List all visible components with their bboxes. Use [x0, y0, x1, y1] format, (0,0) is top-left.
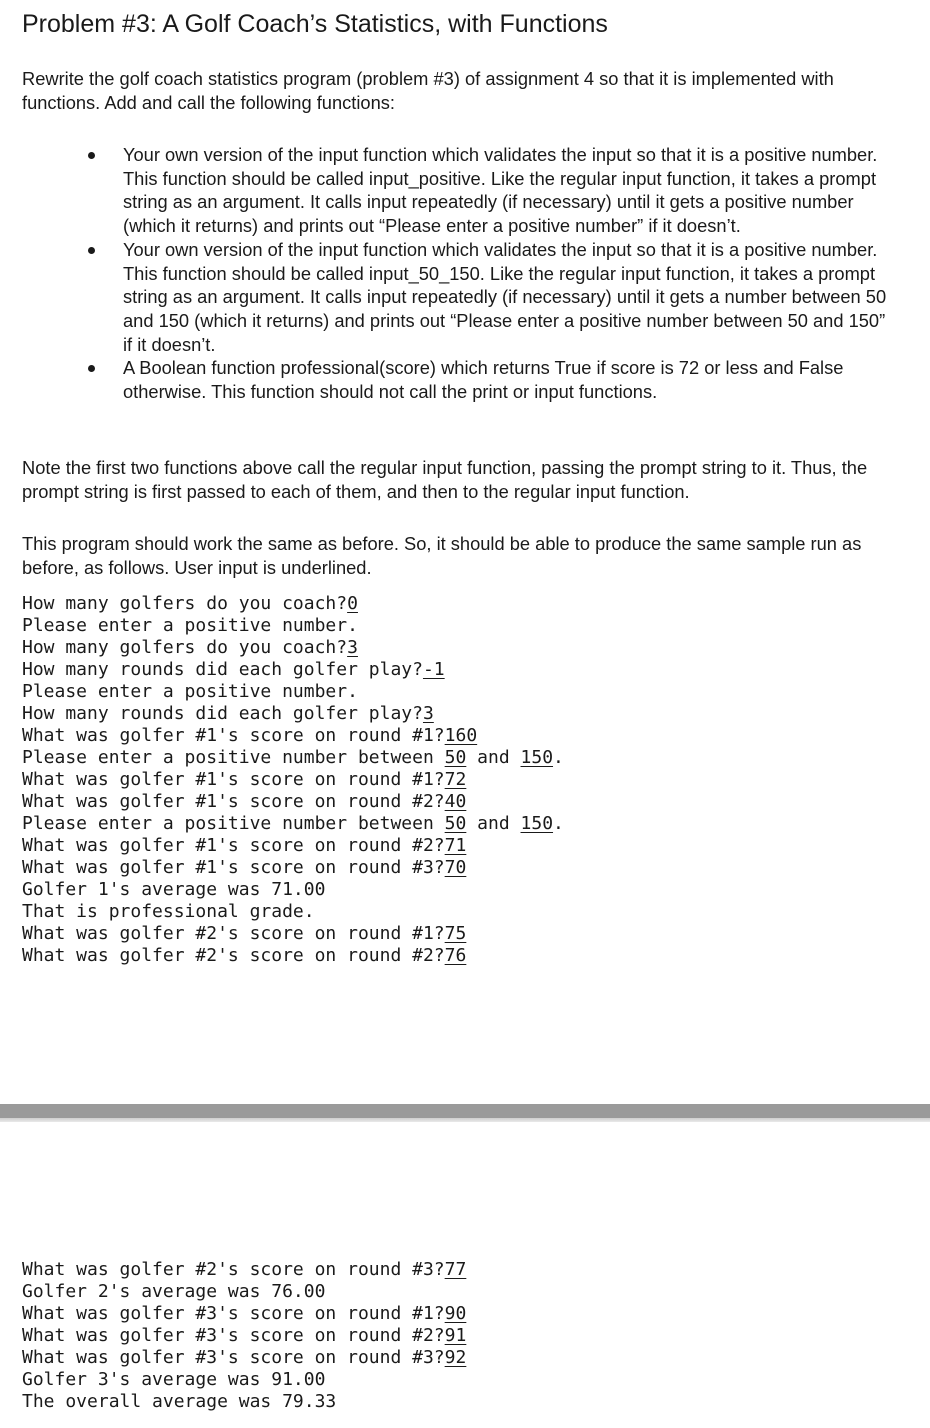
console-text: Please enter a positive number. [22, 681, 358, 702]
list-item [0, 238, 899, 357]
user-input: 40 [444, 791, 467, 812]
list-item [0, 143, 899, 238]
user-input: 91 [444, 1325, 467, 1346]
bullet-icon [88, 365, 95, 372]
user-input: 150 [520, 747, 554, 768]
page-divider [0, 1104, 930, 1122]
console-line [22, 1347, 466, 1369]
user-input: 50 [444, 813, 467, 834]
console-line [22, 659, 564, 681]
console-line [22, 637, 564, 659]
console-text: How many golfers do you coach? [22, 637, 348, 658]
user-input: 50 [444, 747, 467, 768]
console-text: What was golfer #3's score on round #3? [22, 1347, 445, 1368]
page-title: Problem #3: A Golf Coach’s Statistics, with Functions [22, 10, 608, 38]
console-text: How many rounds did each golfer play? [22, 703, 423, 724]
console-text: Golfer 1's average was 71.00 [22, 879, 326, 900]
console-text: What was golfer #1's score on round #2? [22, 835, 445, 856]
user-input: 150 [520, 813, 554, 834]
bullet-icon [88, 247, 95, 254]
console-line [22, 879, 564, 901]
function-requirements-list [0, 143, 930, 404]
user-input: 76 [444, 945, 467, 966]
user-input: 3 [422, 703, 434, 724]
console-text: What was golfer #2's score on round #2? [22, 945, 445, 966]
console-text: What was golfer #3's score on round #1? [22, 1303, 445, 1324]
console-line [22, 945, 564, 967]
console-text: Golfer 3's average was 91.00 [22, 1369, 326, 1390]
console-line [22, 1325, 466, 1347]
note-paragraph: Note the first two functions above call the regular input function, passing the prompt string to it. Thus, the prompt string is first passed to each of them, and then to the regular input function. [22, 457, 868, 502]
sample-run-output-continued [22, 1259, 466, 1413]
console-text: What was golfer #1's score on round #1? [22, 769, 445, 790]
console-line [22, 857, 564, 879]
sample-run-output [22, 593, 564, 967]
console-text: What was golfer #2's score on round #3? [22, 1259, 445, 1280]
list-item-text: Your own version of the input function which validates the input so that it is a positive number. This function should be called input_positive. Like the regular input function, it takes a prompt string as an argument. It calls input repeatedly (if necessary) until it gets a positive number (which it returns) and prints out “Please enter a positive number” if it doesn’t. [123, 144, 878, 237]
console-text: . [553, 747, 564, 768]
bullet-icon [88, 152, 95, 159]
console-line [22, 769, 564, 791]
console-line [22, 1281, 466, 1303]
console-line [22, 923, 564, 945]
console-text: What was golfer #3's score on round #2? [22, 1325, 445, 1346]
intro-paragraph: Rewrite the golf coach statistics program (problem #3) of assignment 4 so that it is implemented with functions. Add and call the following functions: [22, 68, 834, 113]
console-text: Please enter a positive number between [22, 747, 445, 768]
user-input: 72 [444, 769, 467, 790]
console-line [22, 1391, 466, 1413]
console-line [22, 901, 564, 923]
user-input: 71 [444, 835, 467, 856]
console-line [22, 835, 564, 857]
console-text: . [553, 813, 564, 834]
user-input: 77 [444, 1259, 467, 1280]
console-text: Please enter a positive number between [22, 813, 445, 834]
console-text: The overall average was 79.33 [22, 1391, 337, 1412]
console-text: Please enter a positive number. [22, 615, 358, 636]
console-line [22, 1369, 466, 1391]
console-line [22, 725, 564, 747]
console-text: What was golfer #1's score on round #1? [22, 725, 445, 746]
user-input: 0 [347, 593, 358, 614]
console-text: What was golfer #1's score on round #2? [22, 791, 445, 812]
user-input: 70 [444, 857, 467, 878]
console-text: and [466, 813, 521, 834]
console-text: That is professional grade. [22, 901, 315, 922]
user-input: -1 [422, 659, 445, 680]
console-line [22, 615, 564, 637]
console-line [22, 747, 564, 769]
console-text: How many rounds did each golfer play? [22, 659, 423, 680]
console-text: How many golfers do you coach? [22, 593, 348, 614]
console-text: Golfer 2's average was 76.00 [22, 1281, 326, 1302]
user-input: 90 [444, 1303, 467, 1324]
console-line [22, 681, 564, 703]
list-item [0, 356, 899, 403]
list-item-text: A Boolean function professional(score) which returns True if score is 72 or less and False otherwise. This function should not call the print or input functions. [123, 357, 844, 403]
console-text: and [466, 747, 521, 768]
user-input: 160 [444, 725, 478, 746]
console-line [22, 791, 564, 813]
console-text: What was golfer #1's score on round #3? [22, 857, 445, 878]
list-item-text: Your own version of the input function which validates the input so that it is a positive number. This function should be called input_50_150. Like the regular input function, it takes a prompt string as an argument. It calls input repeatedly (if necessary) until it gets a number between 50 and 150 (which it returns) and prints out “Please enter a positive number between 50 and 150” if it doesn’t. [123, 238, 887, 355]
sample-run-intro: This program should work the same as before. So, it should be able to produce the same sample run as before, as follows. User input is underlined. [22, 533, 862, 578]
console-text: What was golfer #2's score on round #1? [22, 923, 445, 944]
user-input: 3 [347, 637, 358, 658]
console-line [22, 703, 564, 725]
user-input: 75 [444, 923, 467, 944]
console-line [22, 593, 564, 615]
user-input: 92 [444, 1347, 467, 1368]
console-line [22, 813, 564, 835]
console-line [22, 1259, 466, 1281]
console-line [22, 1303, 466, 1325]
